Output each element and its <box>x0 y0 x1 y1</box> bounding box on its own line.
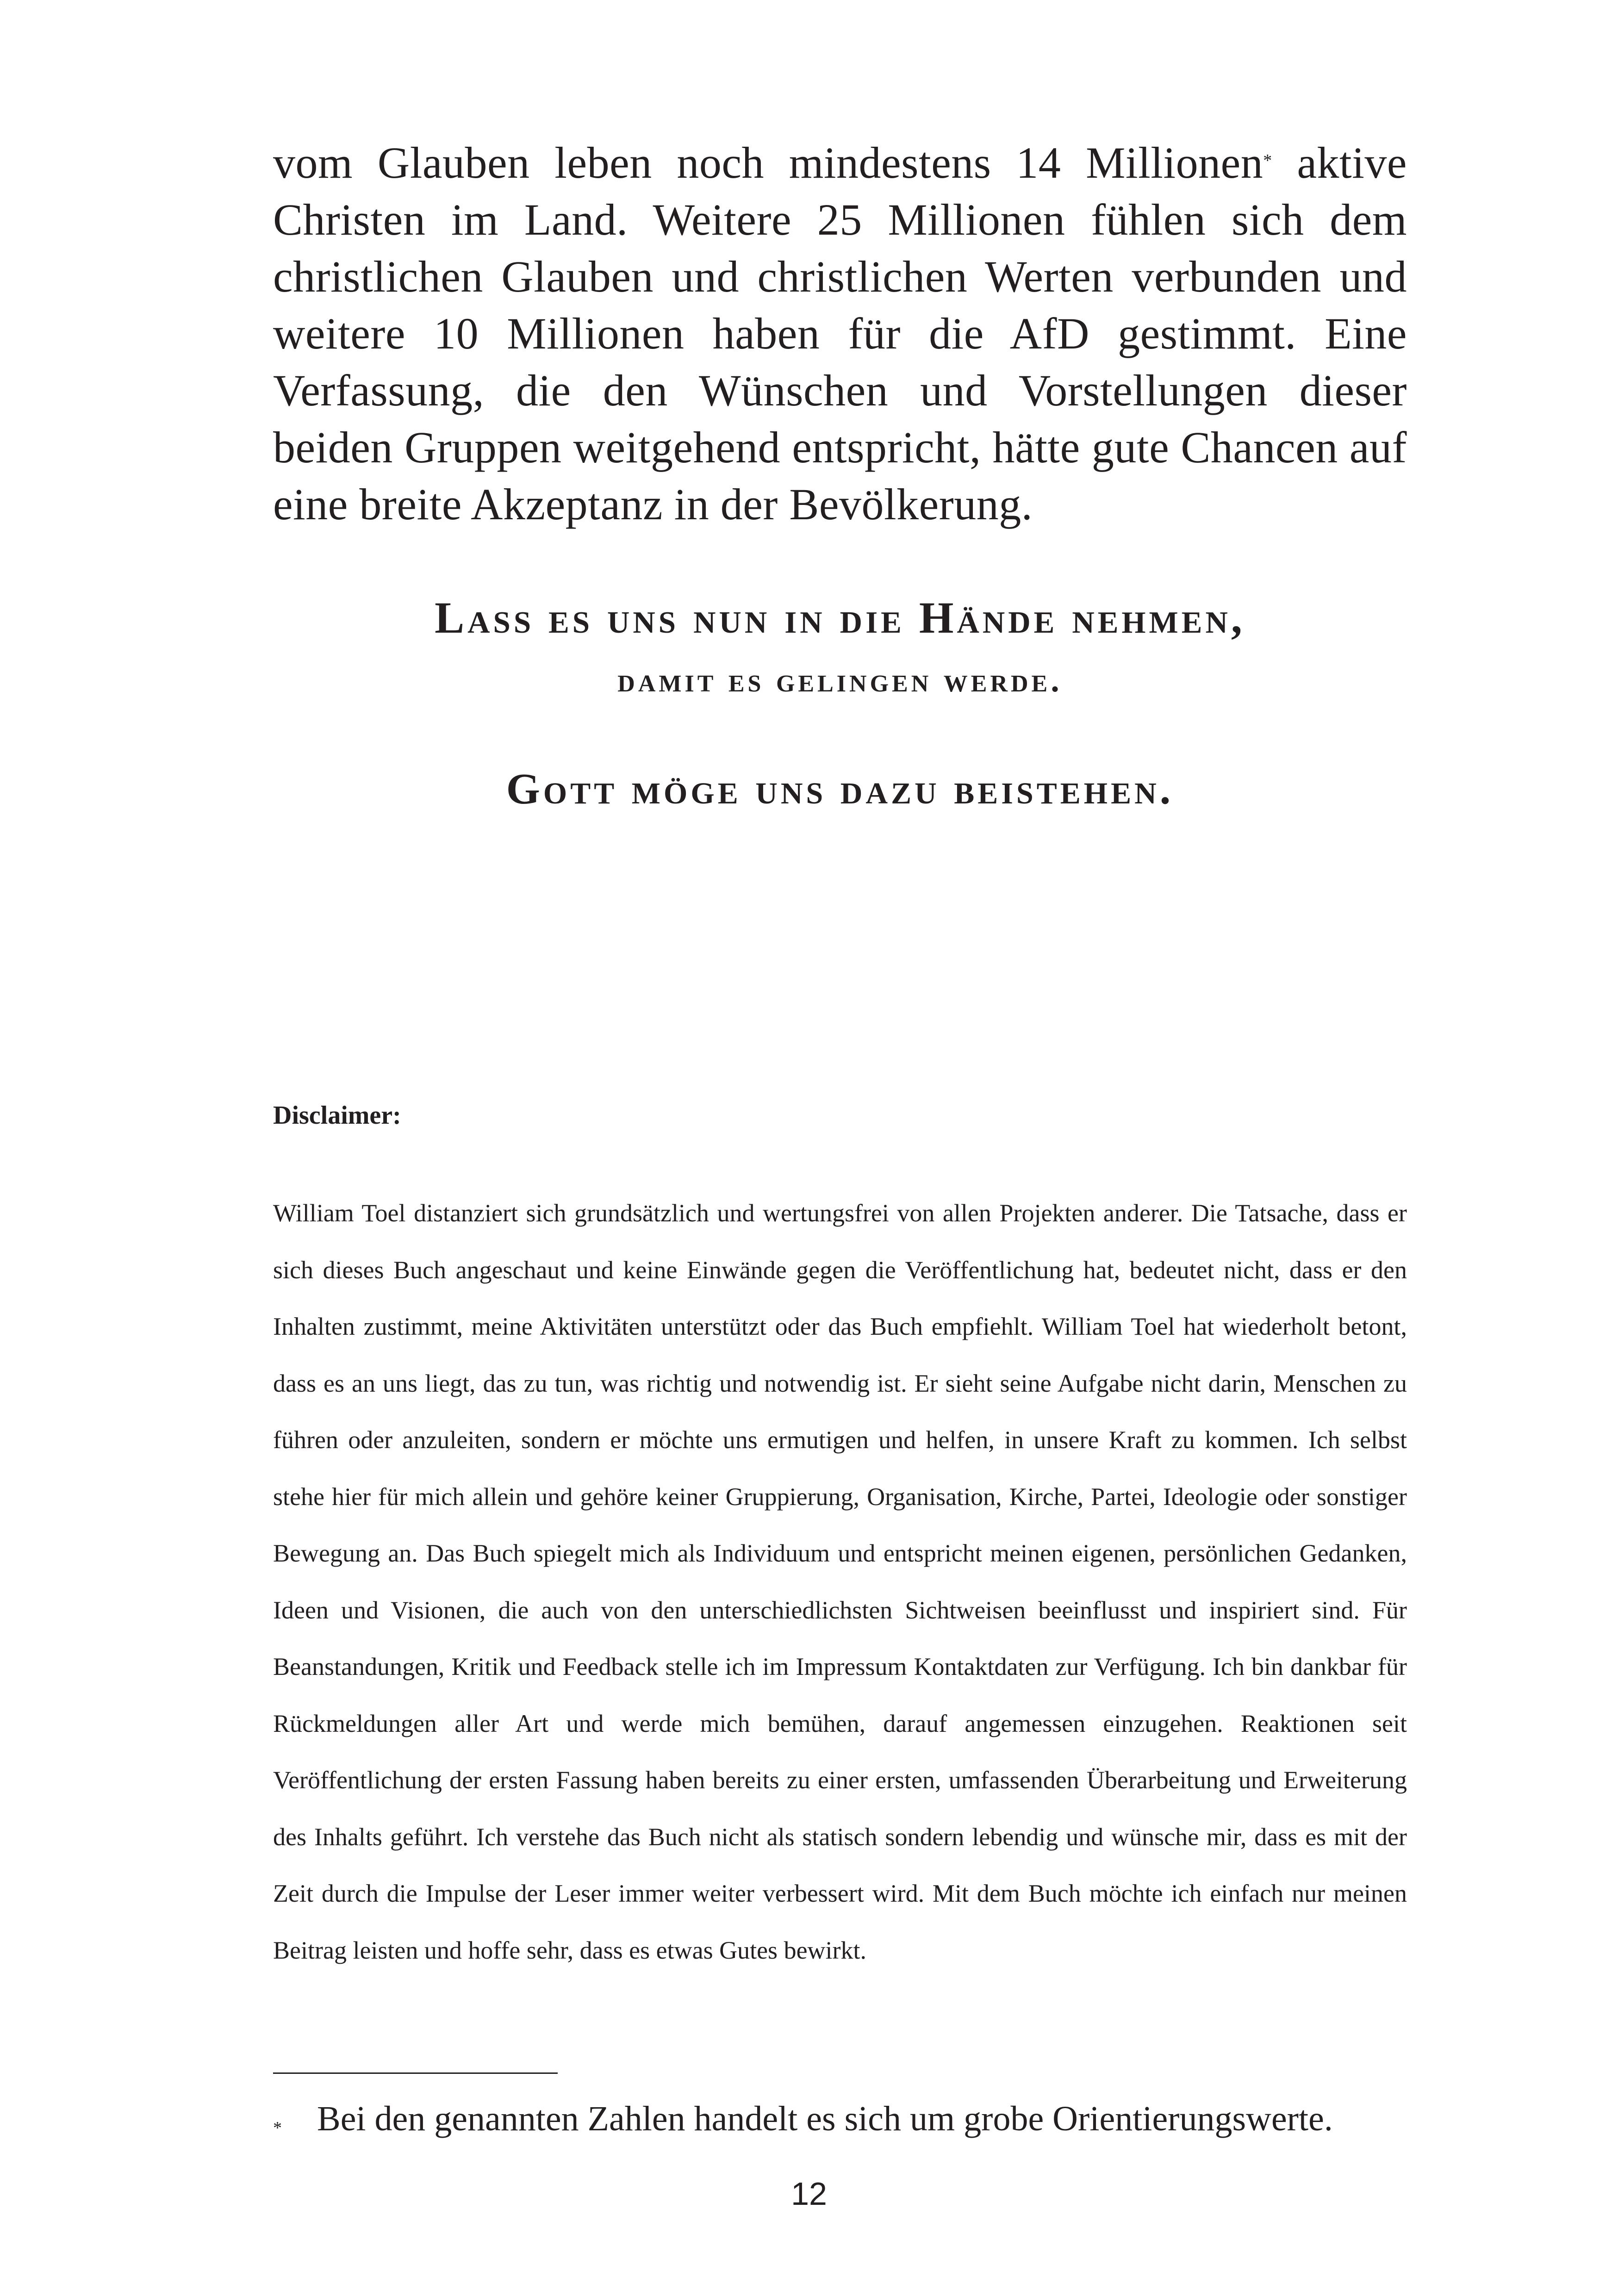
intro-text-part2: aktive Christen im Land. Weitere 25 Millionen fühlen sich dem christlichen Glauben und christlichen Werten verbunden und weitere 10 Millionen haben für die AfD gestimmt. Eine Verfassung, die den Wünschen und Vorstellungen dieser beiden Gruppen weitgehend entspricht, hätte gute Chancen auf eine breite Akzeptanz in der Bevölkerung. <box>273 138 1407 529</box>
disclaimer-heading: Disclaimer: <box>273 1101 401 1130</box>
page-number: 12 <box>791 2176 827 2212</box>
intro-paragraph <box>273 134 1407 533</box>
closing-line-3: Gott möge uns dazu beistehen. <box>506 765 1174 813</box>
footnote-marker: * <box>273 2118 282 2138</box>
closing-line-1: Lass es uns nun in die Hände nehmen, <box>435 593 1245 642</box>
disclaimer-body: William Toel distanziert sich grundsätzlich und wertungsfrei von allen Projekten anderer. Die Tatsache, dass er sich dieses Buch angeschaut und keine Einwände gegen die Veröffentlichung hat, bedeutet nicht, dass er den Inhalten zustimmt, meine Aktivitäten unterstützt oder das Buch empfiehlt. William Toel hat wiederholt betont, dass es an uns liegt, das zu tun, was richtig und notwendig ist. Er sieht seine Aufgabe nicht darin, Menschen zu führen oder anzuleiten, sondern er möchte uns ermutigen und helfen, in unsere Kraft zu kommen. Ich selbst stehe hier für mich allein und gehöre keiner Gruppierung, Organisation, Kirche, Partei, Ideologie oder sonstiger Bewegung an. Das Buch spiegelt mich als Individuum und entspricht meinen eigenen, persönlichen Gedanken, Ideen und Visionen, die auch von den unterschiedlichsten Sichtweisen beeinflusst und inspiriert sind. Für Beanstandungen, Kritik und Feedback stelle ich im Impressum Kontaktdaten zur Verfügung. Ich bin dankbar für Rückmeldungen aller Art und werde mich bemühen, darauf angemessen einzugehen. Reaktionen seit Veröffentlichung der ersten Fassung haben bereits zu einer ersten, umfassenden Überarbeitung und Erweiterung des Inhalts geführt. Ich verstehe das Buch nicht als statisch sondern lebendig und wünsche mir, dass es mit der Zeit durch die Impulse der Leser immer weiter verbessert wird. Mit dem Buch möchte ich einfach nur meinen Beitrag leisten und hoffe sehr, dass es etwas Gutes bewirkt. <box>273 1199 1407 1964</box>
closing-line-2: damit es gelingen werde. <box>617 661 1063 699</box>
footnote-text: Bei den genannten Zahlen handelt es sich um grobe Orientierungswerte. <box>317 2099 1333 2138</box>
footnote-reference: * <box>1263 151 1272 170</box>
footnote <box>273 2072 1476 2147</box>
intro-text-part1: vom Glauben leben noch mindestens 14 Millionen <box>273 138 1263 187</box>
